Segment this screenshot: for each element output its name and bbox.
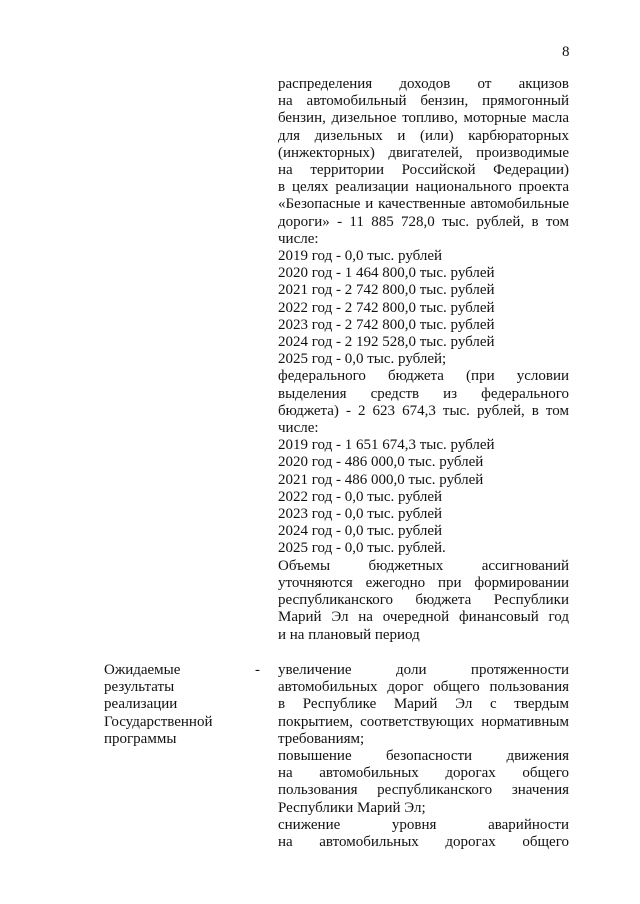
- results-line: увеличение доли протяженности: [278, 662, 569, 678]
- funding-line: «Безопасные и качественные автомобильные: [278, 196, 569, 213]
- funding-line: Объемы бюджетных ассигнований: [278, 557, 569, 574]
- results-line: повышение безопасности движения: [278, 748, 569, 765]
- funding-line: 2020 год - 1 464 800,0 тыс. рублей: [278, 265, 495, 282]
- results-line: покрытием, соответствующих нормативным: [278, 713, 569, 730]
- funding-line: числе:: [278, 420, 319, 437]
- funding-line: 2024 год - 0,0 тыс. рублей: [278, 523, 443, 540]
- funding-line: в целях реализации национального проекта: [278, 179, 569, 196]
- funding-line: числе:: [278, 230, 319, 247]
- funding-line: 2019 год - 0,0 тыс. рублей: [278, 248, 443, 265]
- funding-line: выделения средств из федерального: [278, 385, 569, 402]
- results-label-line: программы: [104, 730, 177, 747]
- funding-line: 2021 год - 2 742 800,0 тыс. рублей: [278, 282, 495, 299]
- results-line: снижение уровня аварийности: [278, 816, 569, 833]
- funding-line: и на плановый период: [278, 626, 420, 643]
- funding-line: 2022 год - 2 742 800,0 тыс. рублей: [278, 299, 495, 316]
- funding-line: бюджета) - 2 623 674,3 тыс. рублей, в том: [278, 402, 569, 419]
- page-number: 8: [562, 44, 570, 60]
- funding-line: на автомобильный бензин, прямогонный: [278, 93, 569, 110]
- funding-line: федерального бюджета (при условии: [278, 368, 569, 385]
- funding-line: дороги» - 11 885 728,0 тыс. рублей, в том: [278, 213, 569, 230]
- results-line: автомобильных дорог общего пользования: [278, 679, 569, 696]
- funding-line: 2020 год - 486 000,0 тыс. рублей: [278, 454, 484, 471]
- funding-line: 2025 год - 0,0 тыс. рублей;: [278, 351, 447, 368]
- results-line: Республики Марий Эл;: [278, 799, 426, 816]
- results-line: в Республике Марий Эл с твердым: [278, 696, 569, 713]
- funding-text-block: [278, 76, 569, 644]
- funding-line: 2023 год - 2 742 800,0 тыс. рублей: [278, 316, 495, 333]
- funding-line: уточняются ежегодно при формировании: [278, 574, 569, 591]
- funding-line: 2022 год - 0,0 тыс. рублей: [278, 488, 443, 505]
- results-line: на автомобильных дорогах общего: [278, 834, 569, 851]
- results-label-line: Государственной: [104, 713, 213, 730]
- results-label-line: реализации: [104, 696, 178, 713]
- results-label: [104, 662, 254, 748]
- funding-line: Марий Эл на очередной финансовый год: [278, 609, 569, 626]
- results-label-line: Ожидаемые: [104, 662, 181, 678]
- results-label-line: результаты: [104, 679, 175, 696]
- results-line: пользования республиканского значения: [278, 782, 569, 799]
- funding-line: (инжекторных) двигателей, производимые: [278, 144, 569, 161]
- results-line: на автомобильных дорогах общего: [278, 765, 569, 782]
- label-dash: -: [255, 662, 260, 678]
- funding-line: 2023 год - 0,0 тыс. рублей: [278, 506, 443, 523]
- funding-line: бензин, дизельное топливо, моторные масла: [278, 110, 569, 127]
- funding-line: 2019 год - 1 651 674,3 тыс. рублей: [278, 437, 495, 454]
- funding-line: на территории Российской Федерации): [278, 162, 569, 179]
- funding-line: для дизельных и (или) карбюраторных: [278, 127, 569, 144]
- results-text-block: [278, 662, 569, 851]
- funding-line: республиканского бюджета Республики: [278, 592, 569, 609]
- funding-line: 2024 год - 2 192 528,0 тыс. рублей: [278, 334, 495, 351]
- results-line: требованиям;: [278, 730, 365, 747]
- funding-line: 2025 год - 0,0 тыс. рублей.: [278, 540, 446, 557]
- funding-line: 2021 год - 486 000,0 тыс. рублей: [278, 471, 484, 488]
- funding-line: распределения доходов от акцизов: [278, 76, 569, 92]
